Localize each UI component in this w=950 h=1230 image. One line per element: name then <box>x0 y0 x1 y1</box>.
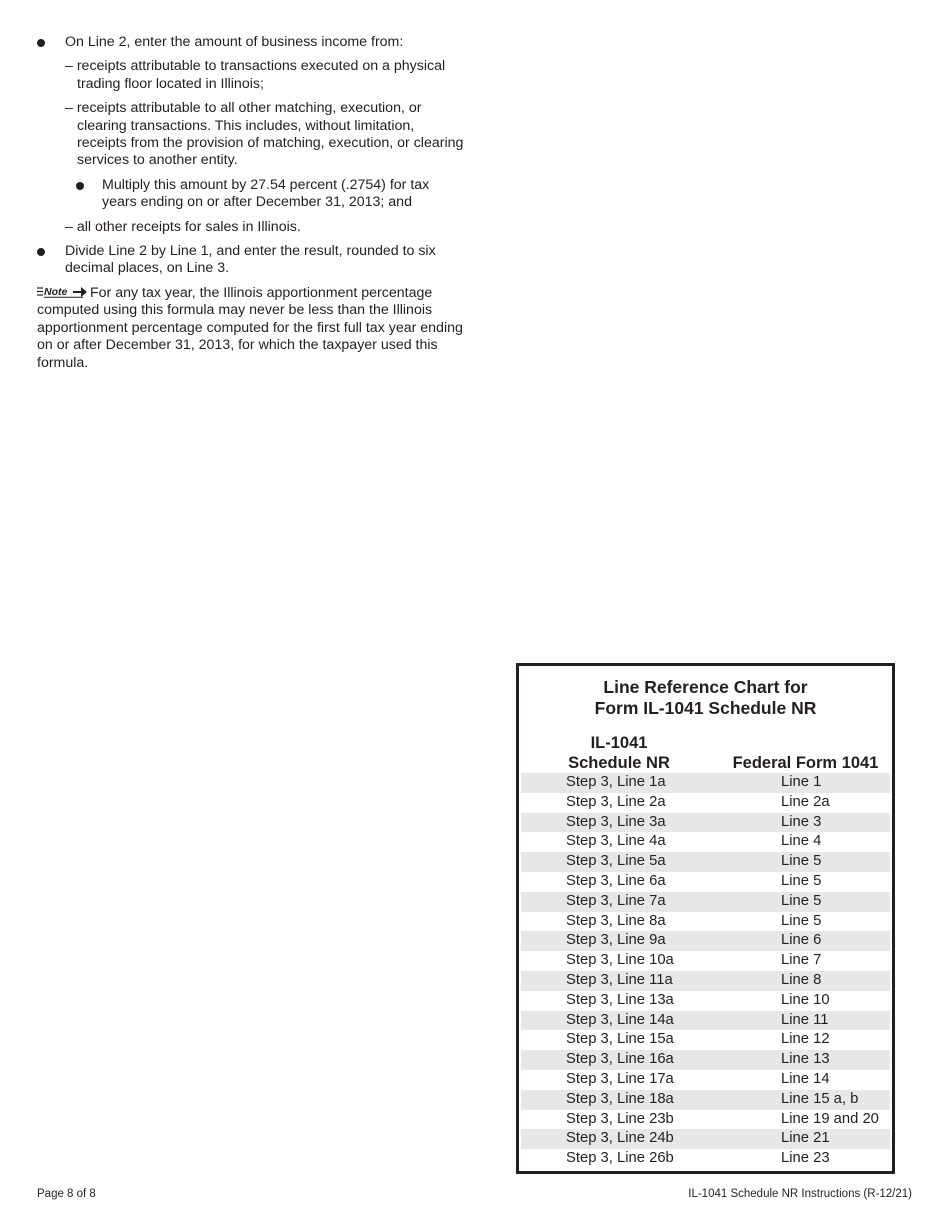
bullet-icon <box>76 182 84 190</box>
bullet-icon <box>37 39 45 47</box>
federal-line-cell: Line 6 <box>781 932 822 949</box>
chart-title-line: Line Reference Chart for <box>603 677 808 697</box>
bullet-item <box>37 243 467 278</box>
chart-title <box>519 677 892 719</box>
federal-line-cell: Line 11 <box>781 1011 829 1028</box>
note-arrow-icon <box>37 285 87 298</box>
federal-line-cell: Line 15 a, b <box>781 1090 859 1107</box>
federal-line-cell: Line 2a <box>781 793 830 810</box>
chart-rows <box>521 773 890 1169</box>
line-reference-chart <box>516 663 895 1174</box>
table-row <box>521 1090 890 1110</box>
bullet-text: On Line 2, enter the amount of business income from: <box>65 34 404 50</box>
federal-line-cell: Line 3 <box>781 813 822 830</box>
table-row <box>521 813 890 833</box>
il1041-line-cell: Step 3, Line 11a <box>566 971 673 988</box>
table-row <box>521 1030 890 1050</box>
table-row <box>521 991 890 1011</box>
dash-item <box>37 100 467 170</box>
bullet-text: Divide Line 2 by Line 1, and enter the result, rounded to six decimal places, on Line 3. <box>65 243 436 277</box>
sub-bullet-text: Multiply this amount by 27.54 percent (.2754) for tax years ending on or after December 31, 2013; and <box>102 176 430 211</box>
federal-line-cell: Line 5 <box>781 872 822 889</box>
federal-line-cell: Line 1 <box>781 774 822 790</box>
federal-line-cell: Line 14 <box>781 1070 830 1087</box>
federal-line-cell: Line 12 <box>781 1031 830 1048</box>
il1041-line-cell: Step 3, Line 5a <box>566 853 666 870</box>
table-row <box>521 793 890 813</box>
instructions-column <box>37 34 467 372</box>
federal-line-cell: Line 5 <box>781 892 822 909</box>
dash-text: – receipts attributable to all other matching, execution, or clearing transactions. This includes, without limitation, receipts from the provision of matching, execution, or clearing services to another entity. <box>65 100 464 169</box>
table-row <box>521 1149 890 1169</box>
federal-line-cell: Line 19 and 20 <box>781 1110 879 1127</box>
il1041-line-cell: Step 3, Line 3a <box>566 813 666 830</box>
column-header-il1041 <box>519 733 719 773</box>
table-row <box>521 872 890 892</box>
federal-line-cell: Line 7 <box>781 952 822 969</box>
il1041-line-cell: Step 3, Line 13a <box>566 991 674 1008</box>
table-row <box>521 832 890 852</box>
il1041-line-cell: Step 3, Line 18a <box>566 1090 674 1107</box>
dash-text: – receipts attributable to transactions executed on a physical trading floor located in Illinois; <box>65 58 446 92</box>
il1041-line-cell: Step 3, Line 9a <box>566 932 666 949</box>
federal-line-cell: Line 4 <box>781 833 822 850</box>
table-row <box>521 1011 890 1031</box>
note-label: Note <box>44 285 68 298</box>
table-row <box>521 951 890 971</box>
il1041-line-cell: Step 3, Line 2a <box>566 793 666 810</box>
il1041-line-cell: Step 3, Line 1a <box>566 774 666 790</box>
table-row <box>521 773 890 793</box>
il1041-line-cell: Step 3, Line 8a <box>566 912 666 929</box>
table-row <box>521 931 890 951</box>
il1041-line-cell: Step 3, Line 7a <box>566 892 666 909</box>
table-row <box>521 892 890 912</box>
column-header-line: IL-1041 <box>590 734 648 752</box>
bullet-item <box>37 34 467 51</box>
il1041-line-cell: Step 3, Line 15a <box>566 1031 674 1048</box>
table-row <box>521 1129 890 1149</box>
table-row <box>521 1050 890 1070</box>
federal-line-cell: Line 13 <box>781 1051 830 1068</box>
federal-line-cell: Line 5 <box>781 912 822 929</box>
il1041-line-cell: Step 3, Line 23b <box>566 1110 674 1127</box>
table-row <box>521 1110 890 1130</box>
form-identifier: IL-1041 Schedule NR Instructions (R-12/21) <box>688 1188 912 1200</box>
sub-bullet-item <box>37 177 467 212</box>
table-row <box>521 852 890 872</box>
il1041-line-cell: Step 3, Line 17a <box>566 1070 674 1087</box>
il1041-line-cell: Step 3, Line 24b <box>566 1130 674 1147</box>
page-number: Page 8 of 8 <box>37 1188 96 1200</box>
il1041-line-cell: Step 3, Line 4a <box>566 833 666 850</box>
il1041-line-cell: Step 3, Line 16a <box>566 1051 674 1068</box>
federal-line-cell: Line 8 <box>781 971 822 988</box>
il1041-line-cell: Step 3, Line 14a <box>566 1011 674 1028</box>
table-row <box>521 1070 890 1090</box>
il1041-line-cell: Step 3, Line 26b <box>566 1150 674 1167</box>
dash-text: – all other receipts for sales in Illinois. <box>65 218 301 235</box>
dash-item <box>37 58 467 93</box>
column-header-federal: Federal Form 1041 <box>732 754 879 772</box>
federal-line-cell: Line 5 <box>781 853 822 870</box>
federal-line-cell: Line 21 <box>781 1130 830 1147</box>
il1041-line-cell: Step 3, Line 10a <box>566 952 674 969</box>
il1041-line-cell: Step 3, Line 6a <box>566 872 666 889</box>
federal-line-cell: Line 10 <box>781 991 830 1008</box>
federal-line-cell: Line 23 <box>781 1150 830 1167</box>
table-row <box>521 912 890 932</box>
chart-title-line: Form IL-1041 Schedule NR <box>594 698 817 718</box>
table-row <box>521 971 890 991</box>
bullet-icon <box>37 248 45 256</box>
note-paragraph <box>37 285 467 372</box>
column-header-line: Schedule NR <box>568 754 670 772</box>
note-text: For any tax year, the Illinois apportionment percentage computed using this formula may never be less than the Illinois apportionment percentage computed for the first full tax year ending on or after December 31, 2013, for which the taxpayer used this formula. <box>37 284 463 371</box>
dash-item <box>37 219 467 236</box>
